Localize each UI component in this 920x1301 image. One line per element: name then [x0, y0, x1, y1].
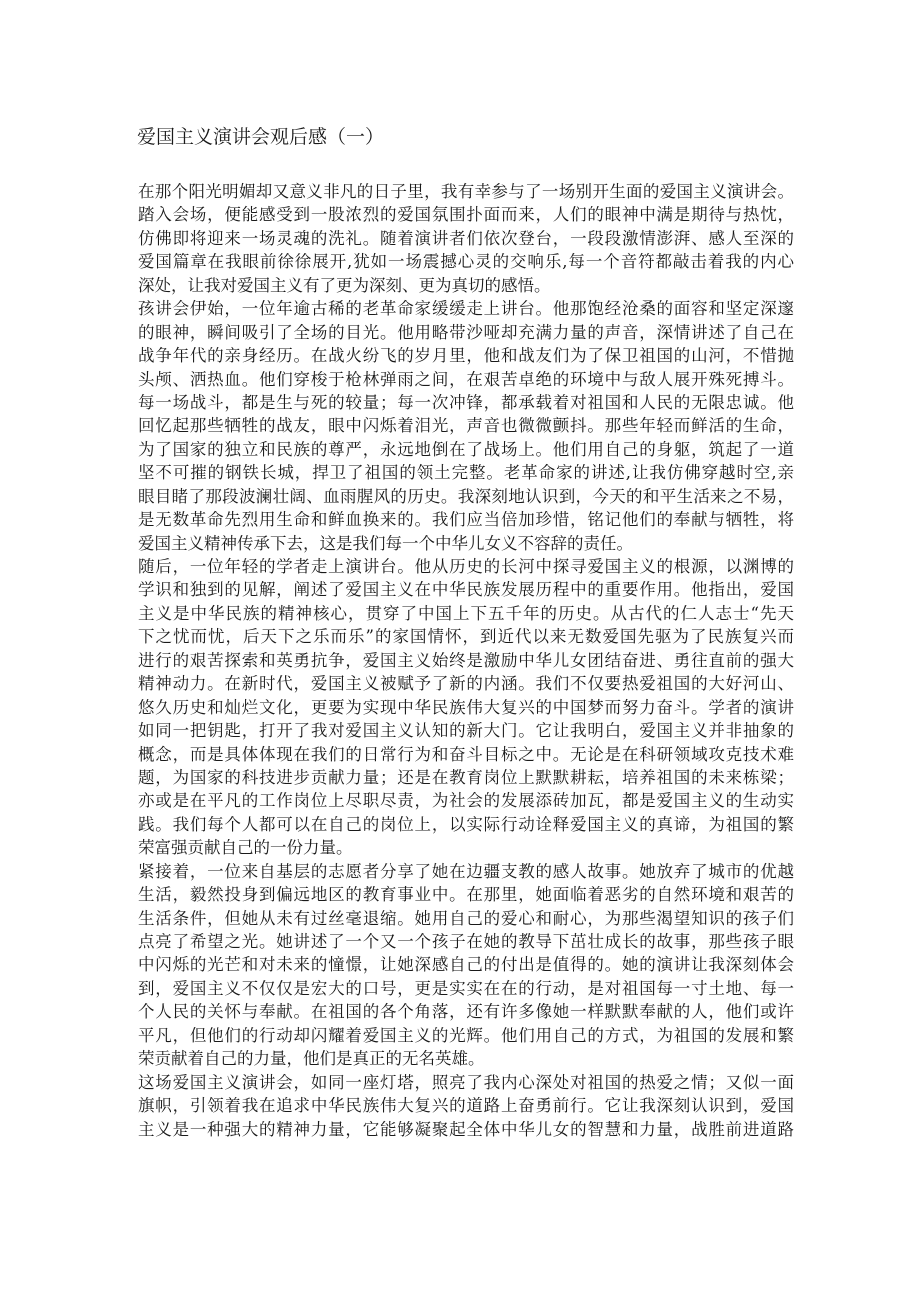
body-text-line: 爱国主义精神传承下去，这是我们每一个中华儿女义不容辞的责任。: [138, 533, 633, 553]
document-body: [138, 180, 794, 1141]
body-text-line: 在那个阳光明媚却又意义非凡的日子里，我有幸参与了一场别开生面的爱国主义演讲会。: [138, 182, 794, 201]
body-text-line: 头颅、洒热血。他们穿梭于枪林弹雨之间，在艰苦卓绝的环境中与敌人展开殊死搏斗。: [138, 369, 794, 389]
body-text-line: 悠久历史和灿烂文化，更要为实现中华民族伟大复兴的中国梦而努力奋斗。学者的演讲: [138, 697, 794, 717]
body-text-line: 为了国家的独立和民族的尊严，永远地倒在了战场上。他们用自己的身躯，筑起了一道: [138, 439, 794, 459]
body-text-line: 亦或是在平凡的工作岗位上尽职尽责，为社会的发展添砖加瓦，都是爱国主义的生动实: [138, 791, 794, 811]
body-text-line: 精神动力。在新时代，爱国主义被赋予了新的内涵。我们不仅要热爱祖国的大好河山、: [138, 674, 794, 694]
body-text-line: 回忆起那些牺牲的战友，眼中闪烁着泪光，声音也微微颤抖。那些年轻而鲜活的生命，: [138, 416, 794, 436]
body-text-line: 荣富强贡献自己的一份力量。: [138, 838, 353, 858]
body-text-line: 战争年代的亲身经历。在战火纷飞的岁月里，他和战友们为了保卫祖国的山河，不惜抛: [138, 346, 794, 366]
body-text-line: 是无数革命先烈用生命和鲜血换来的。我们应当倍加珍惜，铭记他们的奉献与牺牲，将: [138, 510, 794, 530]
body-text-line: 每一场战斗，都是生与死的较量；每一次冲锋，都承载着对祖国和人民的无限忠诚。他: [138, 392, 794, 412]
body-text-line: 随后，一位年轻的学者走上演讲台。他从历史的长河中探寻爱国主义的根源，以渊博的: [138, 557, 794, 576]
body-text-line: 主义是中华民族的精神核心，贯穿了中国上下五千年的历史。从古代的仁人志士“先天: [138, 603, 794, 623]
body-text-line: 平凡，但他们的行动却闪耀着爱国主义的光辉。他们用自己的方式，为祖国的发展和繁: [138, 1025, 794, 1045]
body-text-line: 的眼神，瞬间吸引了全场的目光。他用略带沙哑却充满力量的声音，深情讲述了自己在: [138, 322, 794, 342]
body-text-line: 旗帜，引领着我在追求中华民族伟大复兴的道路上奋勇前行。它让我深刻认识到，爱国: [138, 1096, 794, 1116]
body-text-line: 题，为国家的科技进步贡献力量；还是在教育岗位上默默耕耘，培养祖国的未来栋梁；: [138, 767, 794, 787]
body-text-line: 紧接着，一位来自基层的志愿者分享了她在边疆支教的感人故事。她放弃了城市的优越: [138, 861, 794, 881]
body-text-line: 主义是一种强大的精神力量，它能够凝聚起全体中华儿女的智慧和力量，战胜前进道路: [138, 1119, 794, 1139]
body-text-line: 深处，让我对爱国主义有了更为深刻、更为真切的感悟。: [138, 275, 551, 295]
body-text-line: 点亮了希望之光。她讲述了一个又一个孩子在她的教导下茁壮成长的故事，那些孩子眼: [138, 932, 794, 951]
body-text-line: 仿佛即将迎来一场灵魂的洗礼。随着演讲者们依次登台，一段段激情澎湃、感人至深的: [138, 228, 794, 248]
body-text-line: 下之忧而忧，后天下之乐而乐”的家国情怀，到近代以来无数爱国先驱为了民族复兴而: [138, 627, 794, 647]
body-text-line: 到，爱国主义不仅仅是宏大的口号，更是实实在在的行动，是对祖国每一寸土地、每一: [138, 978, 794, 998]
body-text-line: 概念，而是具体体现在我们的日常行为和奋斗目标之中。无论是在科研领域攻克技术难: [138, 744, 794, 764]
body-text-line: 学识和独到的见解，阐述了爱国主义在中华民族发展历程中的重要作用。他指出，爱国: [138, 580, 794, 600]
body-text-line: 生活条件，但她从未有过丝毫退缩。她用自己的爱心和耐心，为那些渴望知识的孩子们: [138, 908, 794, 928]
body-text-line: 践。我们每个人都可以在自己的岗位上，以实际行动诠释爱国主义的真谛，为祖国的繁: [138, 814, 794, 834]
body-text-line: 如同一把钥匙，打开了我对爱国主义认知的新大门。它让我明白，爱国主义并非抽象的: [138, 721, 794, 741]
body-text-line: 中闪烁的光芒和对未来的憧憬，让她深感自己的付出是值得的。她的演讲让我深刻体会: [138, 955, 794, 975]
body-text-line: 进行的艰苦探索和英勇抗争，爱国主义始终是激励中华儿女团结奋进、勇往直前的强大: [138, 650, 794, 670]
document-title: 爱国主义演讲会观后感（一）: [137, 126, 385, 148]
body-text-line: 踏入会场，便能感受到一股浓烈的爱国氛围扑面而来，人们的眼神中满是期待与热忱，: [138, 205, 794, 225]
body-text-line: 爱国篇章在我眼前徐徐展开,犹如一场震撼心灵的交响乐,每一个音符都敲击着我的内心: [138, 252, 794, 272]
body-text-line: 坚不可摧的钢铁长城，捍卫了祖国的领土完整。老革命家的讲述,让我仿佛穿越时空,亲: [138, 463, 794, 483]
body-text-line: 生活，毅然投身到偏远地区的教育事业中。在那里，她面临着恶劣的自然环境和艰苦的: [138, 885, 794, 905]
body-text-line: 这场爱国主义演讲会，如同一座灯塔，照亮了我内心深处对祖国的热爱之情；又似一面: [138, 1072, 794, 1092]
body-text-line: 眼目睹了那段波澜壮阔、血雨腥风的历史。我深刻地认识到，今天的和平生活来之不易，: [138, 486, 794, 506]
body-text-line: 个人民的关怀与奉献。在祖国的各个角落，还有许多像她一样默默奉献的人，他们或许: [138, 1002, 794, 1022]
body-text-line: 孩讲会伊始，一位年逾古稀的老革命家缓缓走上讲台。他那饱经沧桑的面容和坚定深邃: [138, 299, 794, 319]
body-text-line: 荣贡献着自己的力量，他们是真正的无名英雄。: [138, 1049, 485, 1069]
